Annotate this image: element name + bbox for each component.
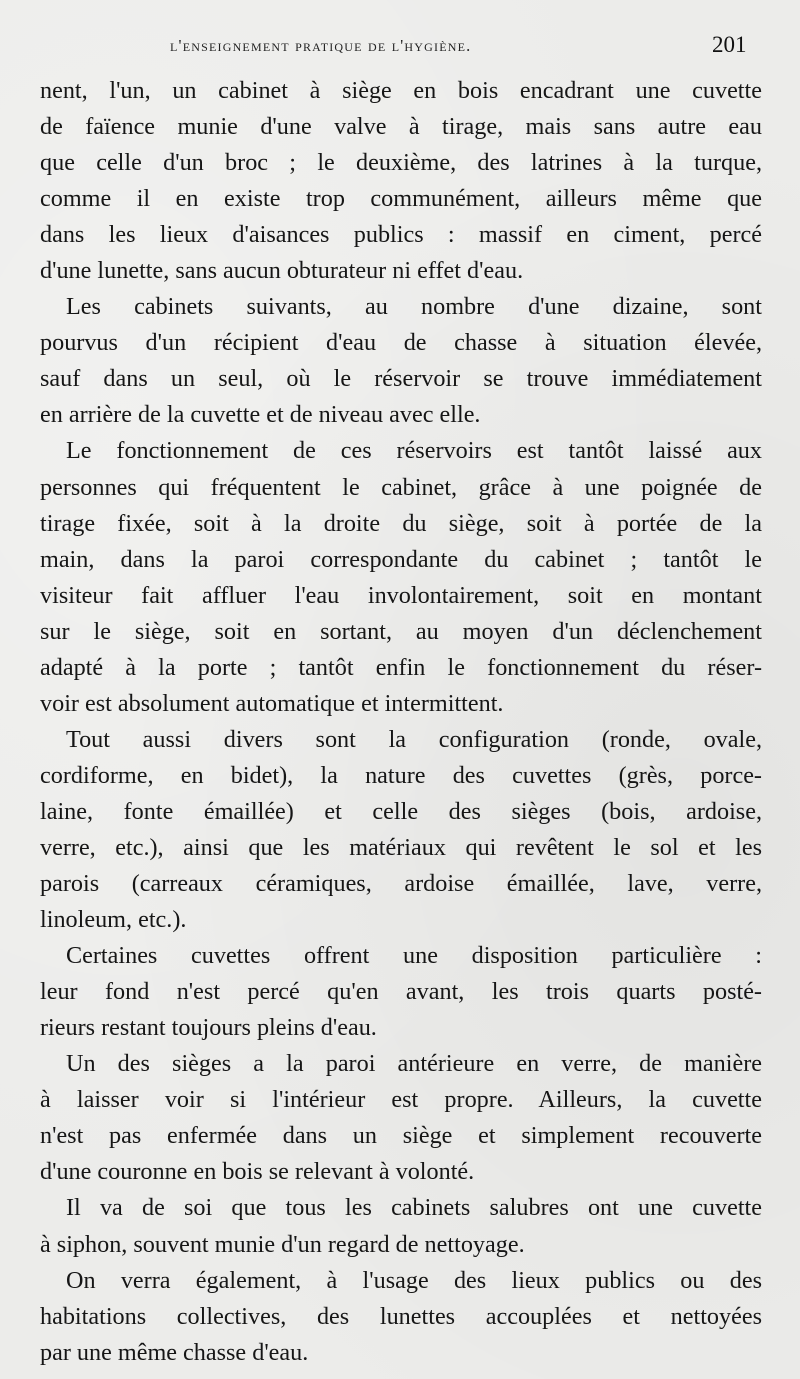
text-line: dans les lieux d'aisances publics : massif en ciment, percé bbox=[40, 221, 762, 249]
text-line: rieurs restant toujours pleins d'eau. bbox=[40, 1014, 377, 1042]
text-line: parois (carreaux céramiques, ardoise émaillée, lave, verre, bbox=[40, 870, 762, 898]
text-line: à laisser voir si l'intérieur est propre. Ailleurs, la cuvette bbox=[40, 1086, 762, 1114]
text-line: d'une lunette, sans aucun obturateur ni effet d'eau. bbox=[40, 257, 524, 285]
body-text bbox=[40, 73, 762, 1371]
text-line: que celle d'un broc ; le deuxième, des latrines à la turque, bbox=[40, 149, 762, 177]
text-line: personnes qui fréquentent le cabinet, grâce à une poignée de bbox=[40, 473, 762, 501]
text-line: verre, etc.), ainsi que les matériaux qui revêtent le sol et les bbox=[40, 833, 762, 861]
text-line: de faïence munie d'une valve à tirage, mais sans autre eau bbox=[40, 113, 762, 141]
text-line: n'est pas enfermée dans un siège et simplement recouverte bbox=[40, 1122, 762, 1150]
text-line: à siphon, souvent munie d'un regard de nettoyage. bbox=[40, 1230, 525, 1258]
paragraph-start-line: Un des sièges a la paroi antérieure en verre, de manière bbox=[66, 1050, 762, 1078]
paragraph-start-line: Il va de soi que tous les cabinets salubres ont une cuvette bbox=[66, 1194, 762, 1222]
text-line: leur fond n'est percé qu'en avant, les trois quarts posté- bbox=[40, 978, 762, 1006]
text-line: en arrière de la cuvette et de niveau avec elle. bbox=[40, 401, 481, 429]
paragraph-start-line: Les cabinets suivants, au nombre d'une dizaine, sont bbox=[66, 293, 762, 321]
text-line: tirage fixée, soit à la droite du siège, soit à portée de la bbox=[40, 509, 762, 537]
running-header bbox=[0, 34, 800, 64]
paragraph-start-line: Certaines cuvettes offrent une disposition particulière : bbox=[66, 942, 762, 970]
running-title: l'enseignement pratique de l'hygiène. bbox=[170, 36, 472, 55]
paragraph-start-line: On verra également, à l'usage des lieux publics ou des bbox=[66, 1266, 762, 1294]
paragraph-start-line: Tout aussi divers sont la configuration (ronde, ovale, bbox=[66, 725, 762, 753]
text-line: par une même chasse d'eau. bbox=[40, 1338, 309, 1366]
text-line: cordiforme, en bidet), la nature des cuvettes (grès, porce- bbox=[40, 761, 762, 789]
text-line: nent, l'un, un cabinet à siège en bois encadrant une cuvette bbox=[40, 77, 762, 104]
page-number: 201 bbox=[712, 32, 747, 57]
text-line: adapté à la porte ; tantôt enfin le fonctionnement du réser- bbox=[40, 653, 762, 681]
text-line: d'une couronne en bois se relevant à volonté. bbox=[40, 1158, 475, 1186]
text-line: voir est absolument automatique et intermittent. bbox=[40, 689, 504, 717]
text-line: comme il en existe trop communément, ailleurs même que bbox=[40, 185, 762, 213]
text-line: main, dans la paroi correspondante du cabinet ; tantôt le bbox=[40, 545, 762, 573]
text-line: sur le siège, soit en sortant, au moyen d'un déclenchement bbox=[40, 617, 762, 645]
text-line: habitations collectives, des lunettes accouplées et nettoyées bbox=[40, 1302, 762, 1330]
text-line: laine, fonte émaillée) et celle des sièges (bois, ardoise, bbox=[40, 797, 762, 825]
text-line: linoleum, etc.). bbox=[40, 906, 187, 934]
text-line: visiteur fait affluer l'eau involontairement, soit en montant bbox=[40, 581, 762, 609]
text-line: pourvus d'un récipient d'eau de chasse à situation élevée, bbox=[40, 329, 762, 357]
text-line: sauf dans un seul, où le réservoir se trouve immédiatement bbox=[40, 365, 762, 393]
paragraph-start-line: Le fonctionnement de ces réservoirs est tantôt laissé aux bbox=[66, 437, 762, 465]
